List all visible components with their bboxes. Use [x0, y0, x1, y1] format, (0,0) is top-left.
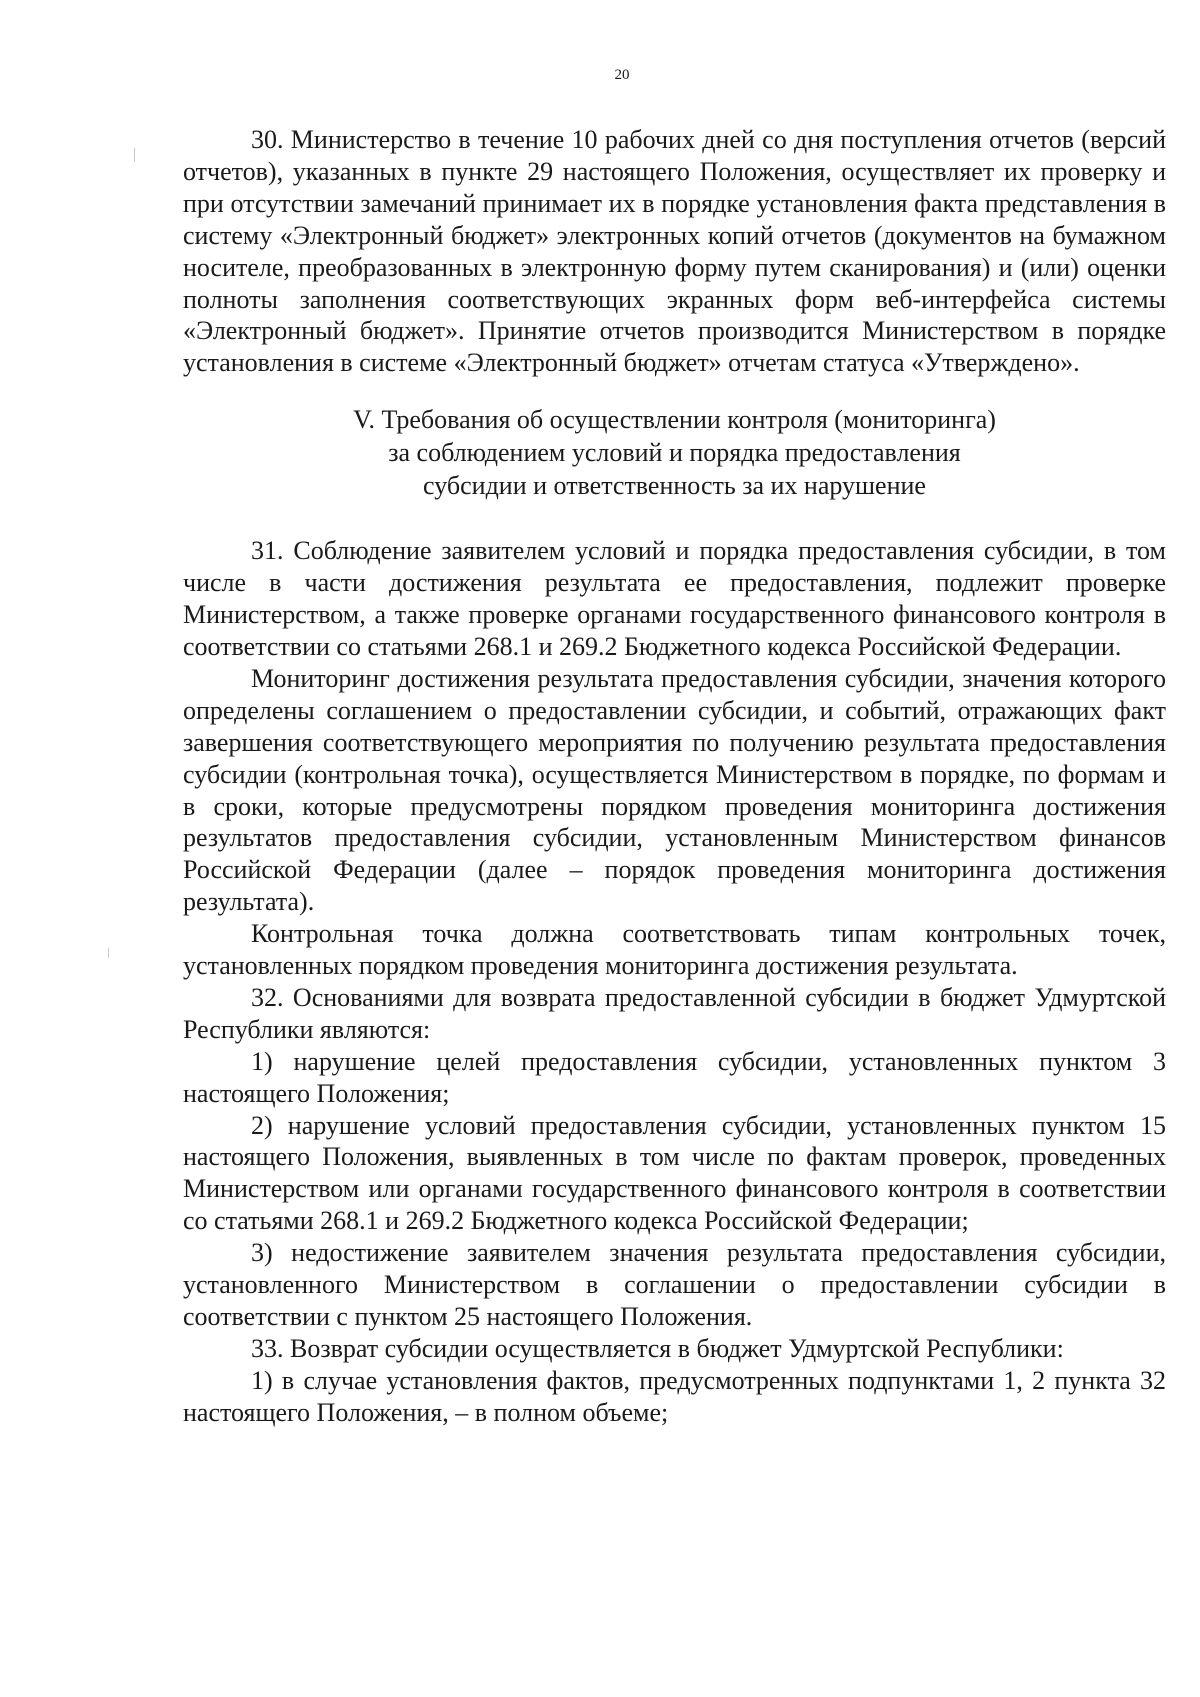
paragraph-32-item-2: 2) нарушение условий предоставления субсидии, установленных пунктом 15 настоящего Положения, выявленных в том числе по фактам проверок, проведенных Министерством или органами государственного финансового контроля в соответствии со статьями 268.1 и 269.2 Бюджетного кодекса Российской Федерации;: [183, 1110, 1166, 1236]
paragraph-32-item-1: 1) нарушение целей предоставления субсидии, установленных пунктом 3 настоящего Положения;: [183, 1046, 1166, 1108]
paragraph-30: 30. Министерство в течение 10 рабочих дней со дня поступления отчетов (версий отчетов), указанных в пункте 29 настоящего Положения, осуществляет их проверку и при отсутствии замечаний принимает их в порядке установления факта представления в систему «Электронный бюджет» электронных копий отчетов (документов на бумажном носителе, преобразованных в электронную форму путем сканирования) и (или) оценки полноты заполнения соответствующих экранных форм веб-интерфейса системы «Электронный бюджет». Принятие отчетов производится Министерством в порядке установления в системе «Электронный бюджет» отчетам статуса «Утверждено».: [183, 125, 1166, 378]
page-number: 20: [614, 67, 630, 83]
section-v-heading: [183, 403, 1166, 502]
paragraph-control-point: Контрольная точка должна соответствовать типам контрольных точек, установленных порядком проведения мониторинга достижения результата.: [183, 919, 1166, 981]
scan-margin-mark: [134, 148, 135, 162]
paragraph-32: 32. Основаниями для возврата предоставленной субсидии в бюджет Удмуртской Республики являются:: [183, 982, 1166, 1044]
document-body: [183, 124, 1166, 1429]
section-heading-line: за соблюдением условий и порядка предоставления: [388, 438, 961, 468]
paragraph-31: 31. Соблюдение заявителем условий и порядка предоставления субсидии, в том числе в части достижения результата ее предоставления, подлежит проверке Министерством, а также проверке органами государственного финансового контроля в соответствии со статьями 268.1 и 269.2 Бюджетного кодекса Российской Федерации.: [183, 536, 1166, 661]
scan-margin-mark: [108, 948, 109, 958]
paragraph-monitoring: Мониторинг достижения результата предоставления субсидии, значения которого определены соглашением о предоставлении субсидии, и событий, отражающих факт завершения соответствующего мероприятия по получению результата предоставления субсидии (контрольная точка), осуществляется Министерством в порядке, по формам и в сроки, которые предусмотрены порядком проведения мониторинга достижения результатов предоставления субсидии, установленным Министерством финансов Российской Федерации (далее – порядок проведения мониторинга достижения результата).: [183, 663, 1166, 917]
section-heading-line: субсидии и ответственность за их нарушение: [423, 471, 926, 501]
section-heading-line: V. Требования об осуществлении контроля (мониторинга): [353, 405, 996, 435]
paragraph-32-item-3: 3) недостижение заявителем значения результата предоставления субсидии, установленного Министерством в соглашении о предоставлении субсидии в соответствии с пунктом 25 настоящего Положения.: [183, 1238, 1166, 1331]
paragraph-33: 33. Возврат субсидии осуществляется в бюджет Удмуртской Республики:: [251, 1333, 1064, 1363]
paragraph-33-item-1: 1) в случае установления фактов, предусмотренных подпунктами 1, 2 пункта 32 настоящего Положения, – в полном объеме;: [183, 1365, 1166, 1427]
